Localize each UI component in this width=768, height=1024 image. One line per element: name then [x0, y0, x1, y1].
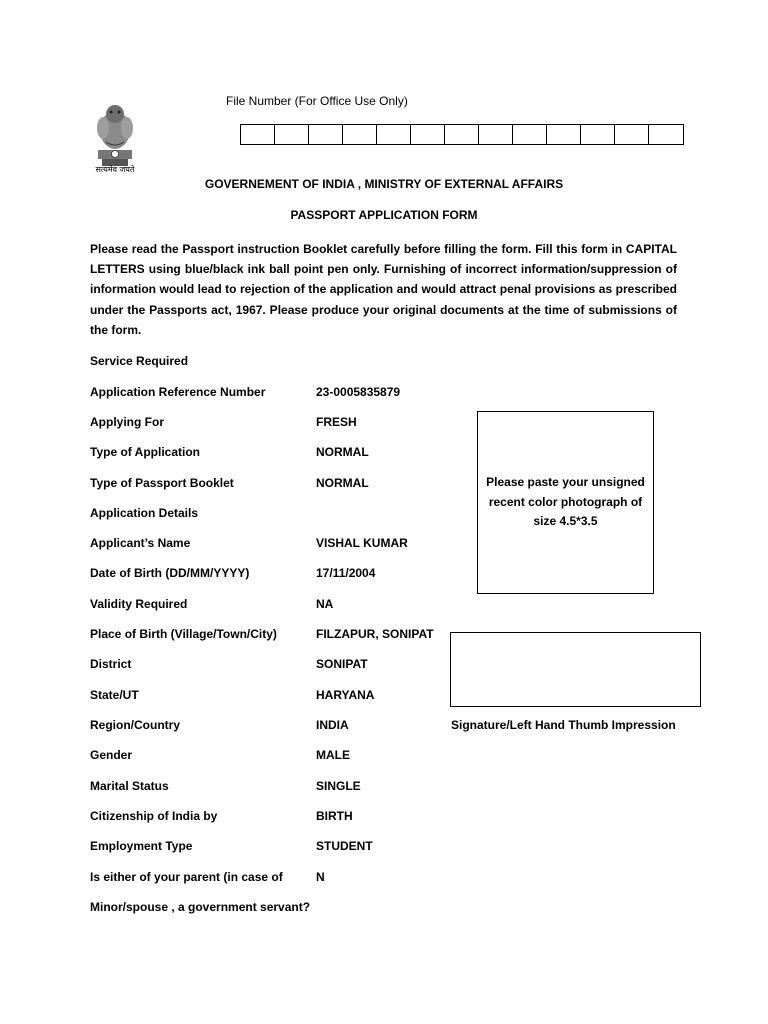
file-number-box[interactable]	[411, 125, 445, 144]
instructions-paragraph: Please read the Passport instruction Booklet carefully before filling the form. Fill this form in CAPITAL LETTERS using blue/black ink ball point pen only. Furnishing of incorrect information/suppression of information would lead to rejection of the application and would attract penal provisions as prescribed under the Passports act, 1967. Please produce your original documents at the time of submissions of the form.	[90, 242, 677, 337]
field-value: 23-0005835879	[316, 385, 401, 399]
file-number-box[interactable]	[581, 125, 615, 144]
field-value: STUDENT	[316, 839, 373, 853]
section-service-required: Service Required	[90, 354, 189, 368]
field-label-continuation: Minor/spouse , a government servant?	[90, 900, 311, 914]
field-value: N	[316, 870, 325, 884]
field-label: Place of Birth (Village/Town/City)	[90, 627, 277, 641]
field-value: MALE	[316, 748, 350, 762]
field-label: Marital Status	[90, 779, 169, 793]
file-number-box[interactable]	[309, 125, 343, 144]
field-value: FILZAPUR, SONIPAT	[316, 627, 434, 641]
ministry-heading: GOVERNEMENT OF INDIA , MINISTRY OF EXTERNAL AFFAIRS	[204, 177, 564, 191]
file-number-boxes[interactable]	[240, 124, 684, 145]
field-label: Validity Required	[90, 597, 188, 611]
field-label: Applicant’s Name	[90, 536, 191, 550]
field-label: Citizenship of India by	[90, 809, 218, 823]
field-value: NORMAL	[316, 445, 369, 459]
field-value: SINGLE	[316, 779, 361, 793]
file-number-box[interactable]	[275, 125, 309, 144]
field-value: NORMAL	[316, 476, 369, 490]
field-label: Application Reference Number	[90, 385, 266, 399]
field-label: Region/Country	[90, 718, 180, 732]
field-value: 17/11/2004	[316, 566, 376, 580]
file-number-box[interactable]	[377, 125, 411, 144]
field-value: INDIA	[316, 718, 349, 732]
file-number-box[interactable]	[479, 125, 513, 144]
file-number-box[interactable]	[649, 125, 683, 144]
form-title: PASSPORT APPLICATION FORM	[290, 208, 478, 222]
file-number-box[interactable]	[547, 125, 581, 144]
field-label: Applying For	[90, 415, 164, 429]
field-label: District	[90, 657, 132, 671]
photo-box[interactable]	[477, 411, 654, 594]
field-value: NA	[316, 597, 334, 611]
signature-caption: Signature/Left Hand Thumb Impression	[451, 718, 676, 732]
field-label: Gender	[90, 748, 133, 762]
file-number-label: File Number (For Office Use Only)	[226, 94, 408, 108]
field-label: Is either of your parent (in case of	[90, 870, 283, 884]
field-value: FRESH	[316, 415, 357, 429]
file-number-box[interactable]	[241, 125, 275, 144]
file-number-box[interactable]	[615, 125, 649, 144]
field-label: Date of Birth (DD/MM/YYYY)	[90, 566, 250, 580]
field-label: Employment Type	[90, 839, 193, 853]
field-label: State/UT	[90, 688, 139, 702]
file-number-box[interactable]	[513, 125, 547, 144]
field-label: Type of Passport Booklet	[90, 476, 234, 490]
file-number-box[interactable]	[445, 125, 479, 144]
field-value: VISHAL KUMAR	[316, 536, 408, 550]
field-value: HARYANA	[316, 688, 375, 702]
field-value: SONIPAT	[316, 657, 368, 671]
signature-box[interactable]	[450, 632, 701, 707]
emblem-caption: सत्यमेव जयते	[95, 165, 135, 174]
section-application-details: Application Details	[90, 506, 199, 520]
field-label: Type of Application	[90, 445, 200, 459]
photo-box-instruction: Please paste your unsigned recent color photograph of size 4.5*3.5	[486, 475, 645, 529]
field-value: BIRTH	[316, 809, 353, 823]
file-number-box[interactable]	[343, 125, 377, 144]
